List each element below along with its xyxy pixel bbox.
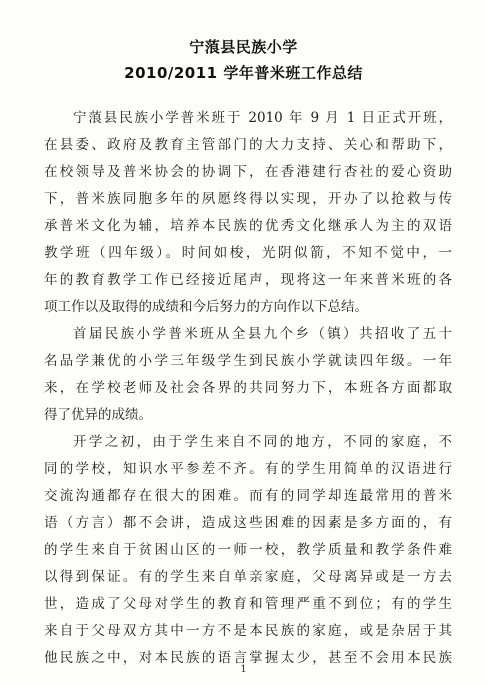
text-line: 首届民族小学普米班从全县九个乡（镇）共招收了五十: [73, 326, 452, 342]
text-line: 在校领导及普米协会的协调下，在香港建行杏社的爱心资助: [44, 164, 452, 180]
text-line: 交流沟通都存在很大的困难。而有的同学却连最常用的普米: [44, 488, 452, 504]
text-line: 项工作以及取得的成绩和今后努力的方向作以下总结。: [44, 299, 368, 315]
text-line: 在县委、政府及教育主管部门的大力支持、关心和帮助下，: [44, 137, 452, 153]
text-line: 教学班（四年级）。时间如梭，光阴似箭，不知不觉中，一: [44, 245, 452, 261]
paragraph-3: [44, 429, 452, 672]
document-title: 宁蒗县民族小学: [189, 38, 298, 56]
paragraph-1: [44, 105, 452, 321]
text-line: 同的学校，知识水平参差不齐。有的学生用简单的汉语进行: [44, 461, 452, 477]
text-line: 的学生来自于贫困山区的一师一校，教学质量和教学条件难: [44, 542, 452, 558]
text-line: 世，造成了父母对学生的教育和管理严重不到位；有的学生: [44, 596, 452, 612]
document-body: [44, 105, 452, 672]
text-line: 他民族之中，对本民族的语言掌握太少，甚至不会用本民族: [44, 650, 452, 666]
text-line: 开学之初，由于学生来自不同的地方，不同的家庭，不: [73, 434, 452, 450]
text-line: 年的教育教学工作已经接近尾声，现将这一年来普米班的各: [44, 272, 452, 288]
text-line: 来自于父母双方其中一方不是本民族的家庭，或是杂居于其: [44, 623, 452, 639]
text-line: 来，在学校老师及社会各界的共同努力下，本班各方面都取: [44, 380, 452, 396]
page-number: 1: [240, 664, 247, 675]
text-line: 宁蒗县民族小学普米班于 2010 年 9 月 1 日正式开班，: [73, 110, 452, 126]
text-line: 名品学兼优的小学三年级学生到民族小学就读四年级。一年: [44, 353, 452, 369]
paragraph-2: [44, 321, 452, 429]
text-line: 下，普米族同胞多年的夙愿终得以实现，开办了以抢救与传: [44, 191, 452, 207]
document-subtitle: 2010/2011 学年普米班工作总结: [124, 64, 363, 82]
text-line: 得了优异的成绩。: [44, 407, 152, 423]
text-line: 语（方言）都不会讲，造成这些困难的因素是多方面的，有: [44, 515, 452, 531]
text-line: 以得到保证。有的学生来自单亲家庭，父母离异或是一方去: [44, 569, 452, 585]
text-line: 承普米文化为辅，培养本民族的优秀文化继承人为主的双语: [44, 218, 452, 234]
